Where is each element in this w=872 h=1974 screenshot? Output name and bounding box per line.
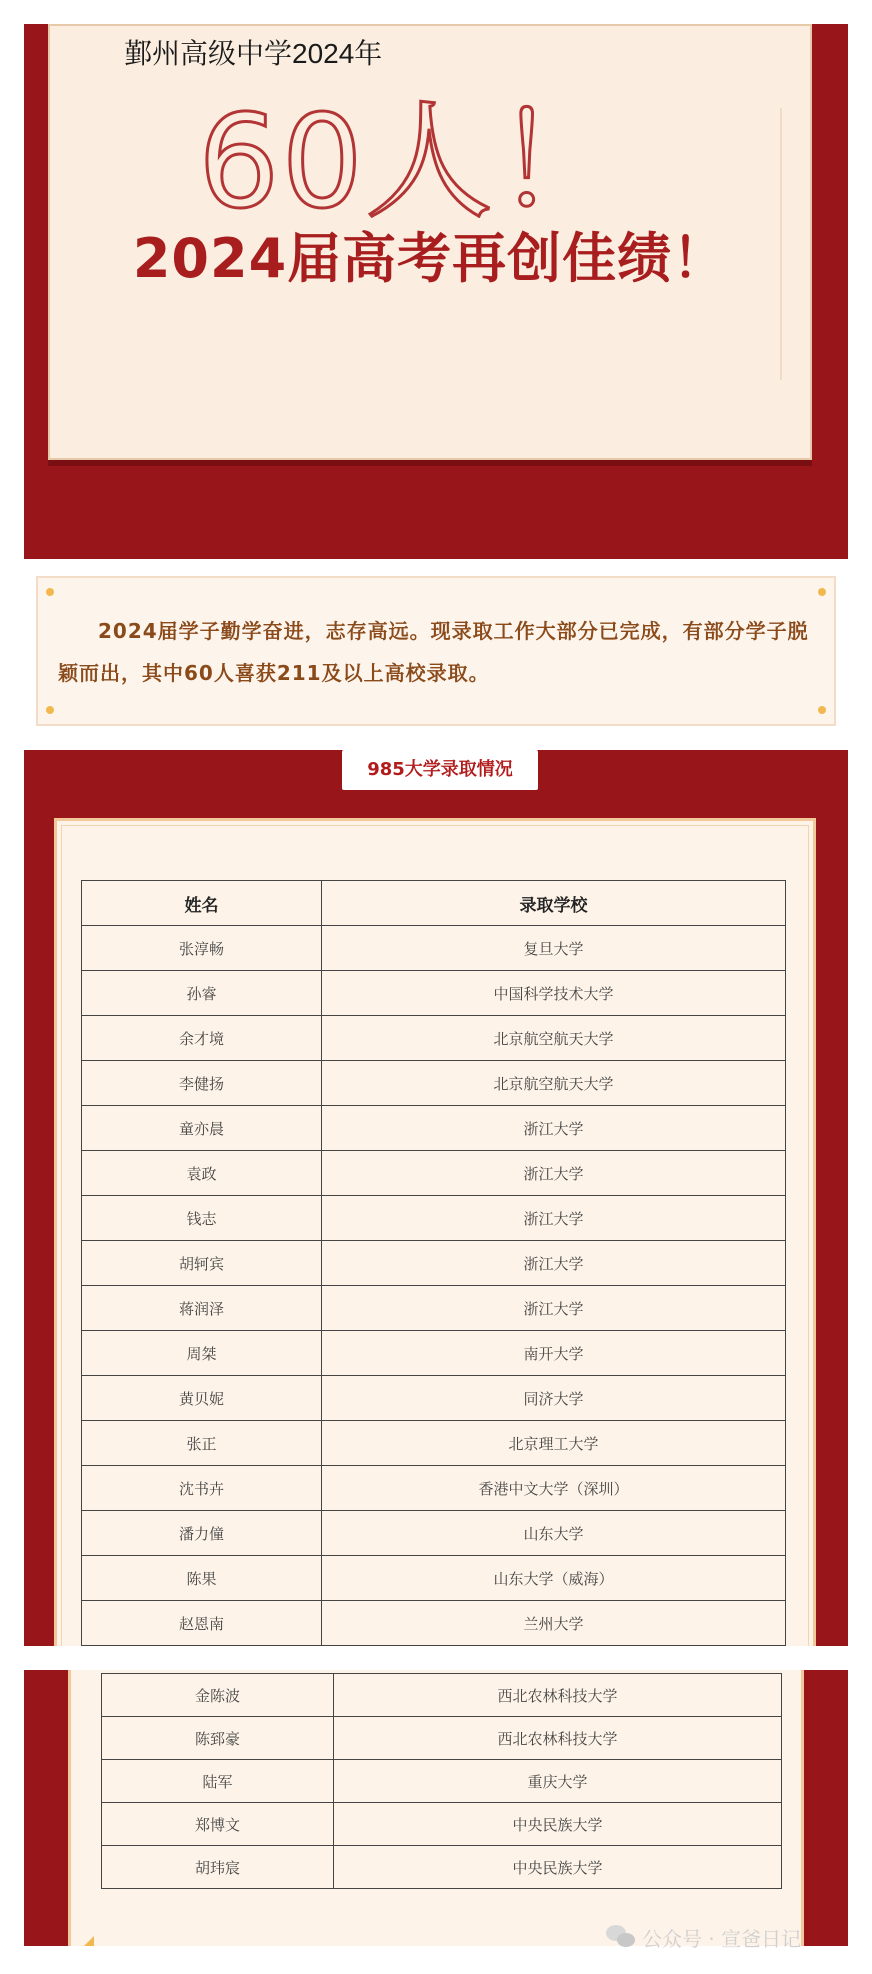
- student-name-cell: 张淳畅: [82, 926, 322, 971]
- table-card: [68, 1670, 804, 1946]
- student-name-cell: 蒋润泽: [82, 1286, 322, 1331]
- admission-count-headline: 60人！: [198, 88, 625, 218]
- school-title: 鄞州高级中学2024年: [120, 32, 386, 72]
- table-row: [102, 1760, 782, 1803]
- school-cell: 北京理工大学: [322, 1421, 786, 1466]
- school-cell: 中国科学技术大学: [322, 971, 786, 1016]
- student-name-cell: 袁政: [82, 1151, 322, 1196]
- corner-dot-icon: [46, 588, 54, 596]
- school-cell: 浙江大学: [322, 1286, 786, 1331]
- school-cell: 浙江大学: [322, 1106, 786, 1151]
- column-header-school: 录取学校: [322, 881, 786, 926]
- table-row: [82, 971, 786, 1016]
- table-row: [82, 1241, 786, 1286]
- table-row: [82, 926, 786, 971]
- watermark: [606, 1920, 801, 1954]
- student-name-cell: 金陈波: [102, 1674, 334, 1717]
- school-cell: 山东大学: [322, 1511, 786, 1556]
- school-cell: 重庆大学: [334, 1760, 782, 1803]
- table-row: [82, 1421, 786, 1466]
- student-name-cell: 赵恩南: [82, 1601, 322, 1646]
- table-row: [82, 1511, 786, 1556]
- student-name-cell: 张正: [82, 1421, 322, 1466]
- intro-panel: [36, 576, 836, 726]
- student-name-cell: 郑博文: [102, 1803, 334, 1846]
- school-cell: 复旦大学: [322, 926, 786, 971]
- table-row: [82, 1286, 786, 1331]
- table-row: [102, 1717, 782, 1760]
- table-row: [82, 1016, 786, 1061]
- student-name-cell: 余才境: [82, 1016, 322, 1061]
- table-row: [102, 1846, 782, 1889]
- student-name-cell: 沈书卉: [82, 1466, 322, 1511]
- student-name-cell: 陆军: [102, 1760, 334, 1803]
- admission-table-continued: [101, 1673, 782, 1889]
- school-cell: 西北农林科技大学: [334, 1674, 782, 1717]
- section-985-admissions-continued: [24, 1670, 848, 1946]
- table-card: [54, 818, 816, 1646]
- intro-paragraph: 2024届学子勤学奋进，志存高远。现录取工作大部分已完成，有部分学子脱颖而出，其中60人喜获211及以上高校录取。: [58, 619, 809, 685]
- student-name-cell: 周桀: [82, 1331, 322, 1376]
- watermark-text: 公众号 · 宣爸日记: [642, 1926, 802, 1951]
- school-cell: 南开大学: [322, 1331, 786, 1376]
- table-header-row: [82, 881, 786, 926]
- school-cell: 兰州大学: [322, 1601, 786, 1646]
- school-cell: 中央民族大学: [334, 1803, 782, 1846]
- student-name-cell: 李健扬: [82, 1061, 322, 1106]
- school-cell: 山东大学（威海）: [322, 1556, 786, 1601]
- student-name-cell: 孙睿: [82, 971, 322, 1016]
- intro-box: [24, 564, 848, 754]
- school-cell: 同济大学: [322, 1376, 786, 1421]
- school-cell: 中央民族大学: [334, 1846, 782, 1889]
- table-row: [82, 1106, 786, 1151]
- hero-banner: [24, 24, 848, 685]
- student-name-cell: 胡轲宾: [82, 1241, 322, 1286]
- table-row: [82, 1601, 786, 1646]
- table-row: [102, 1803, 782, 1846]
- table-row: [82, 1331, 786, 1376]
- student-name-cell: 胡玮宸: [102, 1846, 334, 1889]
- section-985-admissions: [24, 750, 848, 1646]
- column-header-name: 姓名: [82, 881, 322, 926]
- student-name-cell: 潘力僮: [82, 1511, 322, 1556]
- table-row: [102, 1674, 782, 1717]
- admission-table: [81, 880, 786, 1646]
- school-cell: 浙江大学: [322, 1151, 786, 1196]
- student-name-cell: 黄贝妮: [82, 1376, 322, 1421]
- school-cell: 香港中文大学（深圳）: [322, 1466, 786, 1511]
- school-cell: 北京航空航天大学: [322, 1061, 786, 1106]
- student-name-cell: 陈果: [82, 1556, 322, 1601]
- corner-triangle-icon: [84, 1936, 94, 1946]
- school-cell: 浙江大学: [322, 1196, 786, 1241]
- table-row: [82, 1061, 786, 1106]
- student-name-cell: 陈郅豪: [102, 1717, 334, 1760]
- school-cell: 浙江大学: [322, 1241, 786, 1286]
- table-row: [82, 1151, 786, 1196]
- wechat-icon: [606, 1925, 636, 1949]
- student-name-cell: 钱志: [82, 1196, 322, 1241]
- table-row: [82, 1556, 786, 1601]
- main-headline: 2024届高考再创佳绩！: [132, 227, 728, 290]
- school-cell: 西北农林科技大学: [334, 1717, 782, 1760]
- section-title: 985大学录取情况: [342, 750, 538, 790]
- table-row: [82, 1376, 786, 1421]
- table-row: [82, 1196, 786, 1241]
- corner-dot-icon: [46, 706, 54, 714]
- hero-card: [48, 24, 812, 460]
- corner-dot-icon: [818, 588, 826, 596]
- corner-dot-icon: [818, 706, 826, 714]
- student-name-cell: 童亦晨: [82, 1106, 322, 1151]
- school-cell: 北京航空航天大学: [322, 1016, 786, 1061]
- table-row: [82, 1466, 786, 1511]
